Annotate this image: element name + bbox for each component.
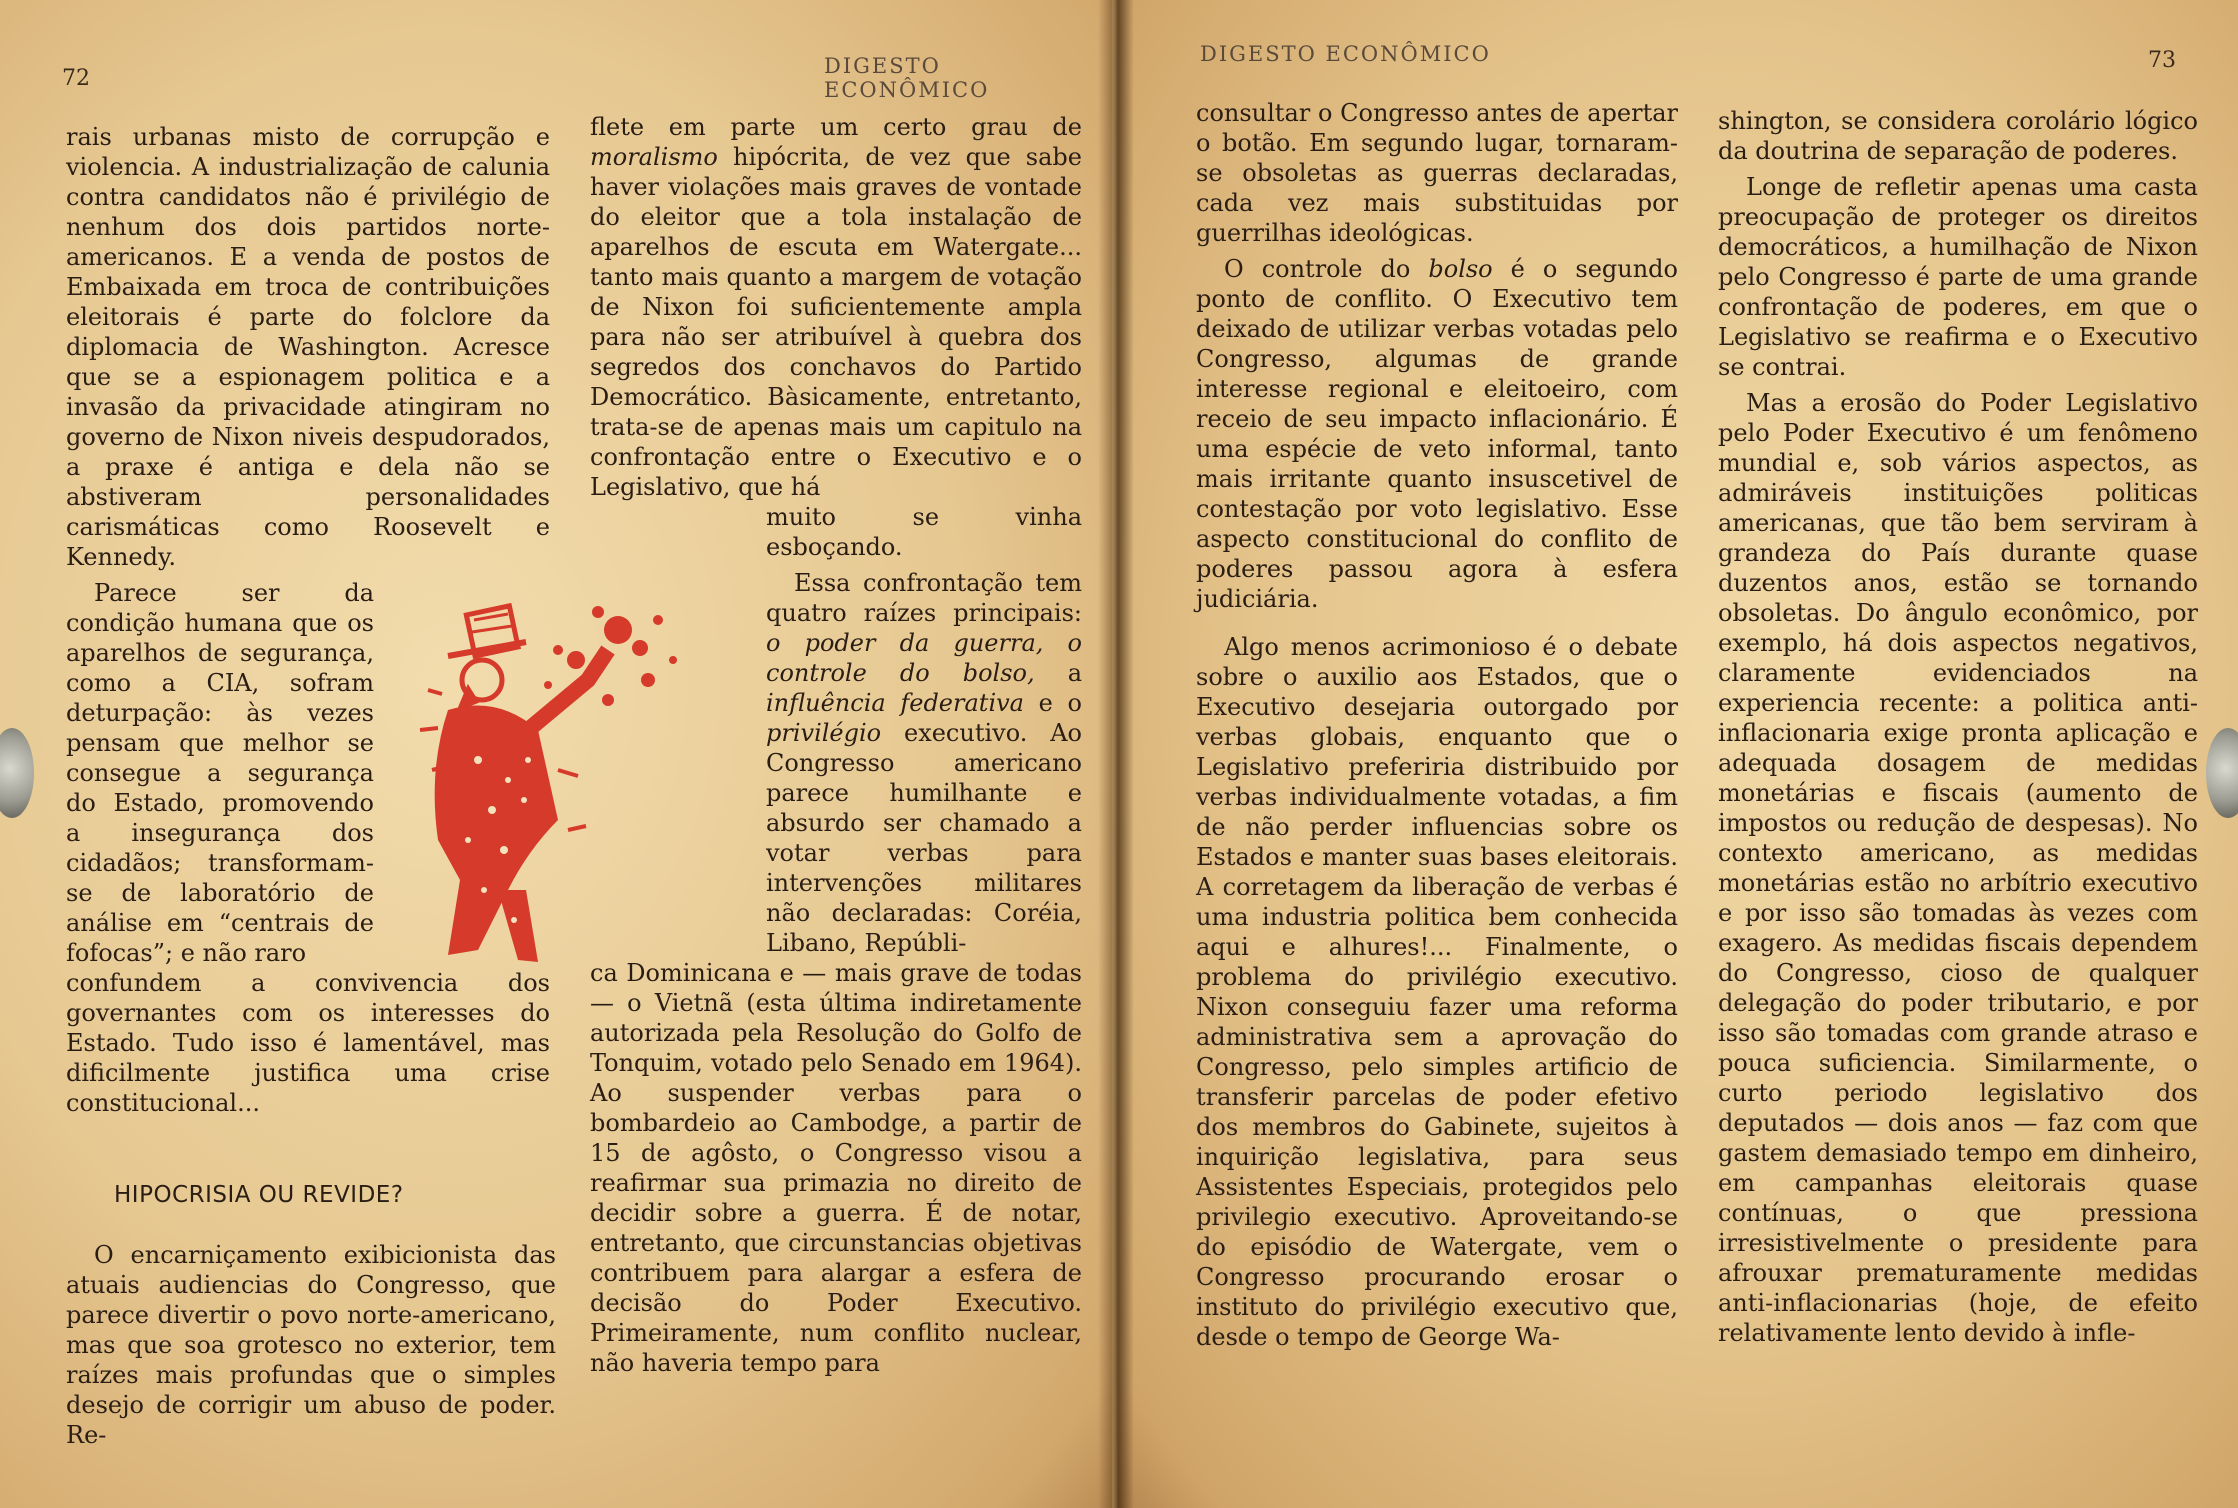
emphasis: moralismo — [590, 143, 718, 171]
page-number: 73 — [2148, 48, 2176, 73]
running-head: DIGESTO ECONÔMICO — [824, 54, 990, 102]
index-tab — [0, 728, 34, 818]
paragraph: ca Dominicana e — mais grave de todas — o Vietnã (esta última indiretamente autorizada pela Resolução do Golfo de Tonquim, votado pelo Senado em 1964). Ao suspender verbas para o bombardeio ao Cambodge, a partir de 15 de agôsto, o Congresso visou a reafirmar sua primazia no direito de decidir sobre a guerra. É de notar, entretanto, que circunstancias objetivas contribuem para alargar a esfera de decisão do Poder Executivo. Primeiramente, num conflito nuclear, não haveria tempo para — [590, 959, 1082, 1377]
paragraph: Longe de refletir apenas uma casta preocupação de proteger os direitos democráticos, a humilhação de Nixon pelo Congresso é parte de uma grande confrontação de poderes, em que o Legislativo se reafirma e o Executivo se contrai. — [1718, 173, 2198, 381]
right-column-2 — [1718, 106, 2198, 1348]
paragraph: Parece ser da condição humana que os aparelhos de segurança, como a CIA, sofram deturpação: às vezes pensam que melhor se consegue a segurança do Estado, promovendo a insegurança dos cidadãos; transformam-se de laboratório de análise em “centrais de fofocas”; e não raro — [66, 579, 374, 967]
paragraph: rais urbanas misto de corrupção e violencia. A industrialização de calunia contra candidatos não é privilégio de nenhum dos dois partidos norte-americanos. E a venda de postos de Embaixada em troca de contribuições eleitorais é parte do folclore da diplomacia de Washington. Acresce que se a espionagem politica e a invasão da privacidade atingiram no governo de Nixon niveis despudorados, a praxe é antiga e dela não se abstiveram personalidades carismáticas como Roosevelt e Kennedy. — [66, 123, 550, 571]
text-span: executivo. Ao Congresso americano parece humilhante e absurdo ser chamado a votar verbas para intervenções militares não declaradas: Coréia, Libano, Repúbli- — [766, 719, 1082, 957]
index-tab — [2206, 728, 2238, 818]
paragraph — [1196, 254, 1678, 614]
paragraph: confundem a convivencia dos governantes com os interesses do Estado. Tudo isso é lamentável, mas dificilmente justifica uma crise constitucional... — [66, 969, 550, 1117]
text-span: é o segundo ponto de conflito. O Executivo tem deixado de utilizar verbas votadas pelo Congresso, algumas de grande interesse regional e eleitoeiro, com receio de seu impacto inflacionário. É uma espécie de veto informal, tanto mais irritante quanto insuscetivel de contestação por voto legislativo. Esse aspecto constitucional do conflito de poderes passou agora à esfera judiciária. — [1196, 255, 1678, 613]
paragraph: Mas a erosão do Poder Legislativo pelo Poder Executivo é um fenômeno mundial e, sob vários aspectos, as admiráveis instituições politicas americanas, que tão bem serviram à grandeza do País durante quase duzentos anos, estão se tornando obsoletas. Do ângulo econômico, por exemplo, há dois aspectos negativos, claramente evidenciados na experiencia recente: a politica anti-inflacionaria exige pronta aplicação e adequada dosagem de medidas monetárias e fiscais (aumento de impostos ou redução de despesas). No contexto americano, as medidas monetárias estão no arbítrio executivo e por isso são tomadas às vezes com exagero. As medidas fiscais dependem do Congresso, cioso de qualquer delegação do poder tributario, e por isso são tomadas com grande atraso e pouca suficiencia. Similarmente, o curto periodo legislativo dos deputados — dois anos — faz com que gastem demasiado tempo em dinheiro, em campanhas eleitorais quase contínuas, o que pressiona irresistivelmente o presidente para afrouxar prematuramente medidas anti-inflacionarias (hoje, de efeito relativamente lento devido à infle- — [1718, 389, 2198, 1347]
running-head: DIGESTO ECONÔMICO — [1200, 42, 1491, 66]
right-page — [1118, 0, 2238, 1508]
paragraph: muito se vinha esboçando. — [766, 503, 1082, 561]
text-span: O controle do — [1224, 255, 1411, 283]
emphasis: influência federativa — [766, 689, 1024, 717]
text-span: hipócrita, de vez que sabe haver violações mais graves de vontade do eleitor que a tola instalação de aparelhos de escuta em Watergate... tanto mais quanto a margem de votação de Nixon foi suficientemente ampla para não ser atribuível à quebra dos segredos dos conchavos do Partido Democrático. Bàsicamente, entretanto, trata-se de apenas mais um capitulo na confrontação entre o Executivo e o Legislativo, que há — [590, 143, 1082, 501]
left-column-2 — [590, 112, 1082, 1378]
emphasis: privilégio — [766, 719, 882, 747]
right-column-1 — [1196, 98, 1678, 1352]
left-page — [0, 0, 1112, 1508]
text-span: Essa confrontação tem quatro raízes principais: — [766, 569, 1082, 627]
paragraph — [766, 568, 1082, 958]
text-span: flete em parte um certo grau de — [590, 113, 1082, 141]
paragraph: consultar o Congresso antes de apertar o botão. Em segundo lugar, tornaram-se obsoletas as guerras declaradas, cada vez mais substituidas por guerrilhas ideológicas. — [1196, 99, 1678, 247]
paragraph: O encarniçamento exibicionista das atuais audiencias do Congresso, que parece divertir o povo norte-americano, mas que soa grotesco no exterior, tem raízes mais profundas que o simples desejo de corrigir um abuso de poder. Re- — [66, 1241, 556, 1449]
paragraph — [590, 112, 1082, 502]
text-span: e o — [1038, 689, 1082, 717]
book-gutter — [1098, 0, 1134, 1508]
text-span: a — [1067, 659, 1082, 687]
paragraph: shington, se considera corolário lógico da doutrina de separação de poderes. — [1718, 107, 2198, 165]
section-heading: HIPOCRISIA OU REVIDE? — [114, 1182, 404, 1208]
left-column-1-bottom — [66, 1240, 556, 1450]
paragraph: Algo menos acrimonioso é o debate sobre o auxilio aos Estados, que o Executivo desejaria outorgado por verbas globais, enquanto que o Legislativo preferiria distribuido por verbas individualmente votadas, a fim de não perder influencias sobre os Estados e manter suas bases eleitorais. A corretagem da liberação de verbas é uma industria politica bem conhecida aqui e alhures!... Finalmente, o problema do privilégio executivo. Nixon conseguiu fazer uma reforma administrativa sem a aprovação do Congresso, pelo simples artificio de transferir parcelas de poder efetivo dos membros do Gabinete, sujeitos à inquirição legislativa, para seus Assistentes Especiais, protegidos pelo privilegio executivo. Aproveitando-se do episódio de Watergate, vem o Congresso procurando erosar o instituto do privilégio executivo que, desde o tempo de George Wa- — [1196, 633, 1678, 1351]
page-number: 72 — [62, 66, 90, 91]
emphasis: o poder da guerra, o controle do bolso, — [766, 629, 1082, 687]
emphasis: bolso — [1428, 255, 1493, 283]
